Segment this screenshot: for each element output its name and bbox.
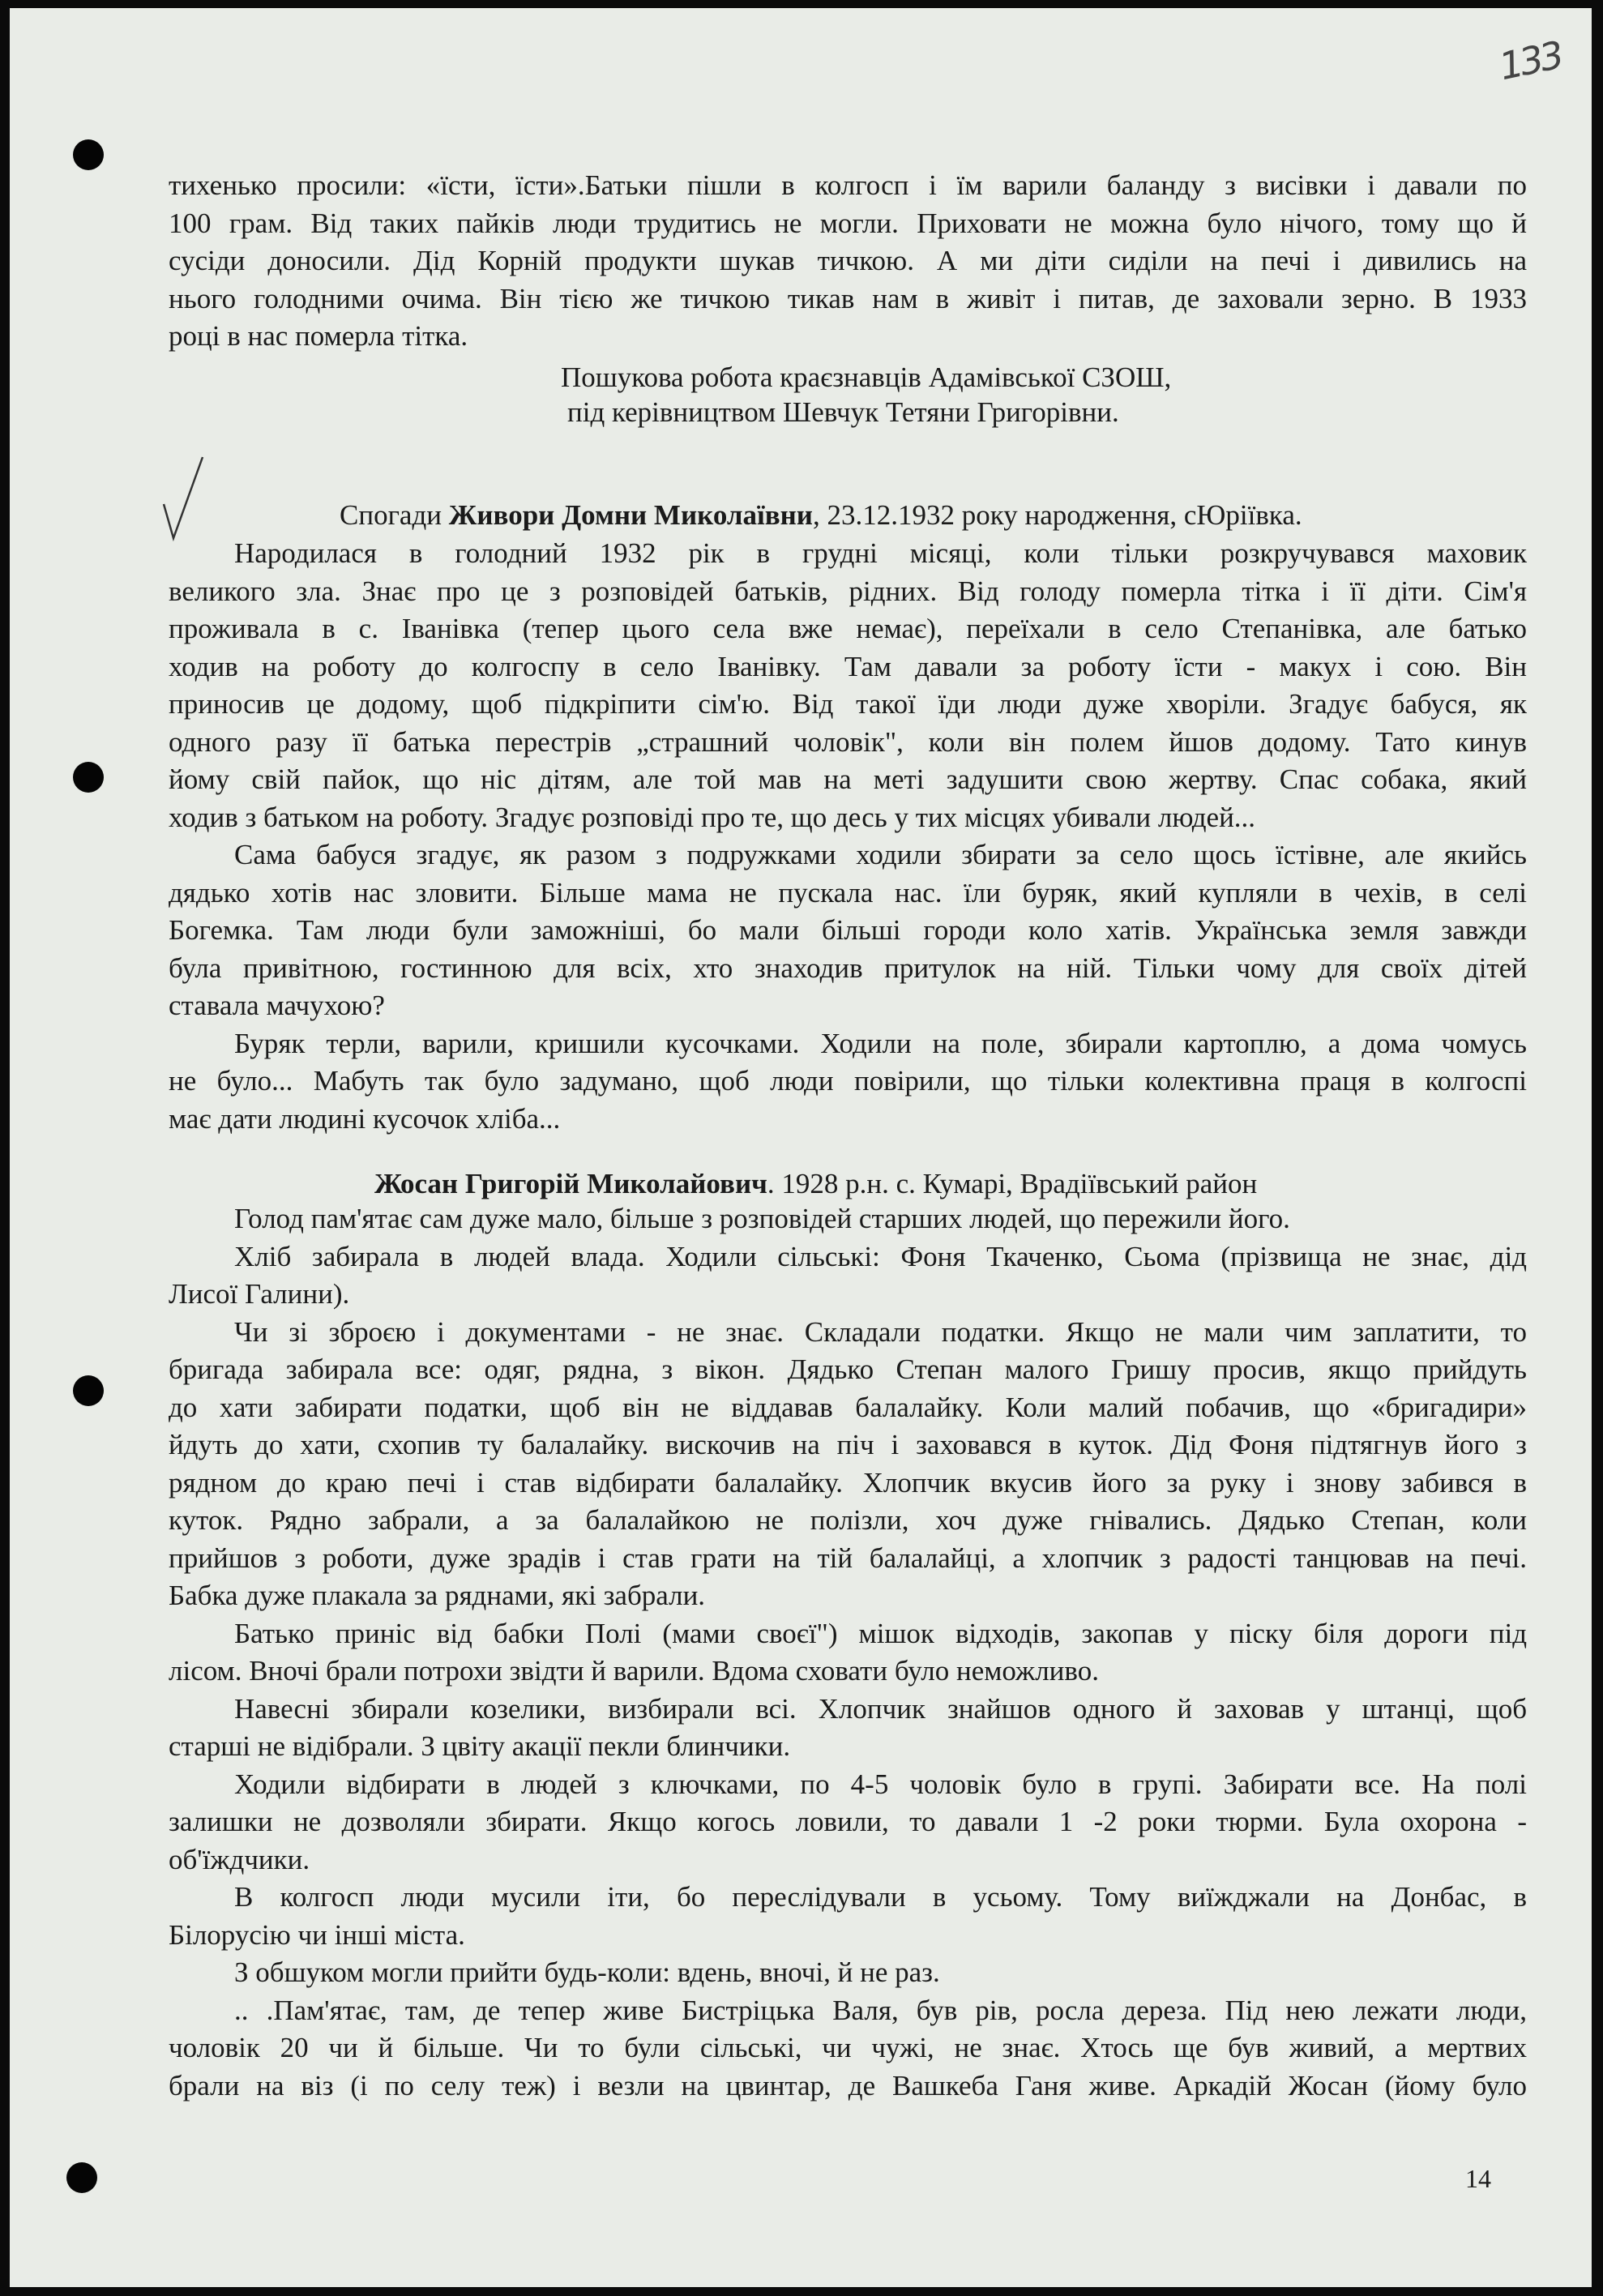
punch-hole <box>73 762 104 793</box>
text-line: брали на віз (і по селу теж) і везли на цвинтар, де Вашкеба Ганя живе. Аркадій Жосан (йому було <box>169 2069 1527 2101</box>
paragraph <box>169 1992 1527 2106</box>
section3-text <box>169 1200 1527 2105</box>
punch-hole <box>66 2162 97 2193</box>
text-line: Сама бабуся згадує, як разом з подружками ходили збирати за село щось їстівне, але якийсь <box>234 839 1527 870</box>
punch-hole <box>73 1375 104 1406</box>
text-line: приносив це додому, щоб підкріпити сім'ю. Від такої їди люди дуже хворіли. Згадує бабуся, як <box>169 688 1527 720</box>
paragraph <box>169 1879 1527 1954</box>
text-line: рядном до краю печі і став відбирати балалайку. Хлопчик вкусив його за руку і знову забився в <box>169 1466 1527 1499</box>
text-line: .. .Пам'ятає, там, де тепер живе Бистріцька Валя, був рів, росла дереза. Під нею лежати люди, <box>234 1994 1527 2026</box>
signature-line-2: під керівництвом Шевчук Тетяни Григорівни. <box>567 396 1119 428</box>
text-line: чоловік 20 чи й більше. Чи то були сільські, чи чужі, не знає. Хтось ще був живий, а мертвих <box>169 2032 1527 2063</box>
paragraph <box>169 1200 1527 1238</box>
text-line: Батько приніс від бабки Полі (мами своєї") мішок відходів, закопав у піску біля дороги під <box>234 1617 1527 1649</box>
text-line: прийшов з роботи, дуже зрадів і став грати на тій балалайці, а хлопчик з радості танцював на печі. <box>169 1541 1527 1574</box>
text-line: була привітною, гостинною для всіх, хто знаходив притулок на ній. Тільки чому для своїх дітей <box>169 951 1527 984</box>
text-line: ставала мачухою? <box>169 990 385 1021</box>
text-line: Бабка дуже плакала за ряднами, які забрали. <box>169 1580 706 1611</box>
text-line: ходив на роботу до колгоспу в село Іванівку. Там давали за роботу їсти - макух і сою. Він <box>169 650 1527 682</box>
signature-line-1: Пошукова робота краєзнавців Адамівської СЗОШ, <box>561 361 1172 393</box>
text-line: дядько хотів нас зловити. Більше мама не пускала нас. їли буряк, який купляли в чехів, в селі <box>169 876 1527 909</box>
text-line: залишки не дозволяли збирати. Якщо когось ловили, то давали 1 -2 роки тюрми. Була охорона - <box>169 1806 1527 1837</box>
paragraph <box>169 1691 1527 1766</box>
paragraph <box>169 1766 1527 1879</box>
text-line: Народилася в голодний 1932 рік в грудні місяці, коли тільки розкручувався маховик <box>234 537 1527 569</box>
punch-hole <box>73 139 104 170</box>
text-line: має дати людині кусочок хліба... <box>169 1102 561 1135</box>
handwritten-page-number: 133 <box>1495 32 1565 89</box>
text-line: тихенько просили: «їсти, їсти».Батьки пішли в колгосп і їм варили баланду з висівки і давали по <box>169 169 1527 201</box>
section2-heading: Спогади Живори Домни Миколаївни, 23.12.1932 року народження, сЮріївка. <box>340 499 1302 531</box>
text-line: йдуть до хати, схопив ту балалайку. вискочив на піч і заховався в куток. Дід Фоня підтягнув його з <box>169 1429 1527 1460</box>
text-line: об'їждчики. <box>169 1843 310 1875</box>
text-line: одного разу її батька перестрів „страшний чоловік", коли він полем йшов додому. Тато кинув <box>169 725 1527 758</box>
paragraph <box>169 1238 1527 1314</box>
paragraph <box>169 836 1527 1025</box>
text-line: Голод пам'ятає сам дуже мало, більше з розповідей старших людей, що пережили його. <box>234 1203 1290 1234</box>
paragraph <box>169 1314 1527 1615</box>
text-line: Білорусію чи інші міста. <box>169 1918 465 1951</box>
checkmark-icon <box>160 454 209 543</box>
section2-text <box>169 535 1527 1138</box>
text-line: Ходили відбирати в людей з ключками, по 4-5 чоловік було в групі. Забирати все. На полі <box>234 1768 1527 1800</box>
text-line: бригада забирала все: одяг, рядна, з вікон. Дядько Степан малого Гришу просив, якщо прийдуть <box>169 1353 1527 1385</box>
paragraph <box>169 1954 1527 1992</box>
text-line: сусіди доносили. Дід Корній продукти шукав тичкою. А ми діти сиділи на печі і дивились на <box>169 245 1527 276</box>
paragraph <box>169 1025 1527 1139</box>
text-line: йому свій пайок, що ніс дітям, але той мав на меті задушити свою жертву. Спас собака, який <box>169 763 1527 795</box>
text-line: 100 грам. Від таких пайків люди трудитись не могли. Приховати не можна було нічого, тому що й <box>169 207 1527 239</box>
text-line: проживала в с. Іванівка (тепер цього села вже немає), переїхали в село Степанівка, але батько <box>169 613 1527 644</box>
text-line: Хліб забирала в людей влада. Ходили сільські: Фоня Ткаченко, Сьома (прізвища не знає, дід <box>234 1240 1527 1272</box>
text-line: З обшуком могли прийти будь-коли: вдень, вночі, й не раз. <box>234 1956 940 1988</box>
page-number: 14 <box>1465 2164 1491 2193</box>
text-line: куток. Рядно забрали, а за балалайкою не полізли, хоч дуже гнівались. Дядько Степан, коли <box>169 1504 1527 1536</box>
text-line: Буряк терли, варили, кришили кусочками. Ходили на поле, збирали картоплю, а дома чомусь <box>234 1027 1527 1059</box>
text-line: Лисої Галини). <box>169 1278 350 1310</box>
text-line: В колгосп люди мусили іти, бо переслідували в усьому. Тому виїжджали на Донбас, в <box>234 1881 1527 1913</box>
text-line: році в нас померла тітка. <box>169 320 468 352</box>
paragraph <box>169 535 1527 836</box>
text-line: Навесні збирали козелики, визбирали всі. Хлопчик знайшов одного й заховав у штанці, щоб <box>234 1692 1527 1725</box>
heading-name: Жосан Григорій Миколайович <box>374 1168 767 1199</box>
heading-name: Живори Домни Миколаївни <box>448 499 813 531</box>
section3-heading: Жосан Григорій Миколайович. 1928 р.н. с. Кумарі, Врадіївський район <box>374 1168 1258 1199</box>
text-line: до хати забирати податки, щоб він не віддавав балалайку. Коли малий побачив, що «бригадири» <box>169 1391 1527 1423</box>
text-line: великого зла. Знає про це з розповідей батьків, рідних. Від голоду померла тітка і її діти. Сім'я <box>169 575 1527 607</box>
paragraph <box>169 1615 1527 1691</box>
text-line: Чи зі зброєю і документами - не знає. Складали податки. Якщо не мали чим заплатити, то <box>234 1315 1527 1348</box>
paragraph <box>169 167 1527 356</box>
text-line: лісом. Вночі брали потрохи звідти й варили. Вдома сховати було неможливо. <box>169 1655 1099 1687</box>
text-line: ходив з батьком на роботу. Згадує розповіді про те, що десь у тих місцях убивали людей... <box>169 801 1256 833</box>
section1-text <box>169 167 1527 356</box>
text-line: старші не відібрали. З цвіту акації пекли блинчики. <box>169 1730 791 1762</box>
text-line: не було... Мабуть так було задумано, щоб люди повірили, що тільки колективна праця в колгоспі <box>169 1065 1527 1097</box>
text-line: Богемка. Там люди були заможніші, бо мали більші городи коло хатів. Українська земля завжди <box>169 914 1527 946</box>
text-line: нього голодними очима. Він тією же тичкою тикав нам в живіт і питав, де заховали зерно. В 1933 <box>169 282 1527 314</box>
